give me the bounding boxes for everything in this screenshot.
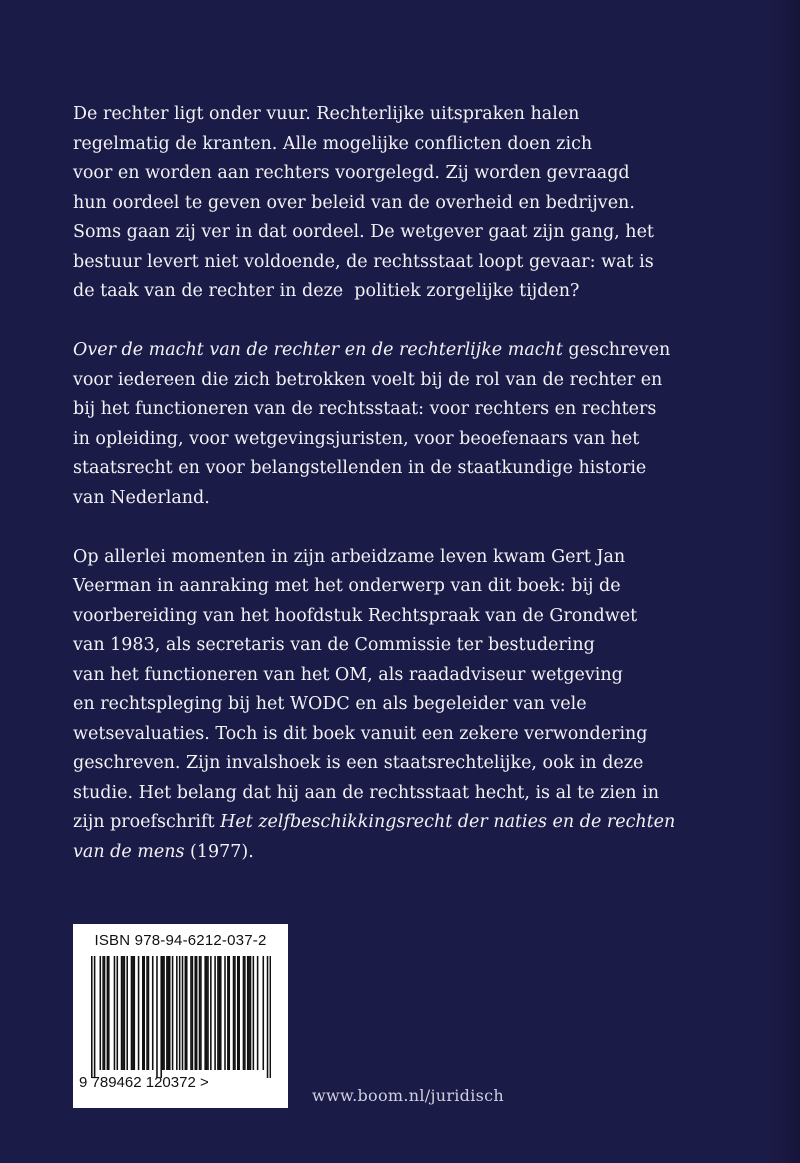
barcode-bar (121, 956, 123, 1070)
barcode-bar (122, 956, 124, 1070)
barcode-bar (243, 956, 245, 1070)
barcode-bar (124, 956, 126, 1070)
barcode-bar (107, 956, 109, 1070)
barcode-bar (196, 956, 198, 1070)
barcode-bar (248, 956, 250, 1070)
barcode-bar (166, 956, 168, 1070)
paragraph (73, 543, 753, 868)
text-segment: van Nederland. (73, 487, 210, 508)
text-segment: van 1983, als secretaris van de Commissie ter bestudering (73, 635, 595, 655)
barcode-bar (233, 956, 235, 1070)
barcode-bar (126, 956, 128, 1070)
barcode-bar (162, 956, 164, 1070)
blurb-text (73, 100, 753, 897)
text-line (73, 130, 753, 160)
barcode-bar (217, 956, 219, 1070)
barcode-bar (186, 956, 188, 1070)
barcode-bar (152, 956, 154, 1070)
barcode-bar (204, 956, 206, 1070)
barcode-bar (102, 956, 104, 1070)
italic-title-text: Het zelfbeschikkingsrecht der naties en de rechten (220, 812, 676, 832)
barcode-bar (200, 956, 202, 1070)
text-line (73, 159, 753, 189)
barcode-bar (169, 956, 171, 1070)
barcode-bar (156, 956, 158, 1078)
barcode-bar (100, 956, 102, 1070)
text-line (73, 366, 753, 396)
barcode-bar (117, 956, 119, 1070)
barcode-bar (267, 956, 269, 1078)
text-segment: studie. Het belang dat hij aan de rechtsstaat hecht, is al te zien in (73, 782, 660, 803)
text-line (73, 749, 753, 779)
text-line (73, 838, 753, 868)
text-line (73, 602, 753, 632)
barcode-digits: 9 789462 120372 > (79, 1074, 209, 1091)
barcode-bar (142, 956, 144, 1070)
text-segment: voor en worden aan rechters voorgelegd. Zij worden gevraagd (73, 163, 630, 183)
text-segment: in opleiding, voor wetgevingsjuristen, voor beoefenaars van het (73, 428, 640, 449)
text-segment: voor iedereen die zich betrokken voelt bij de rol van de rechter en (73, 369, 663, 390)
text-segment: voorbereiding van het hoofdstuk Rechtspraak van de Grondwet (73, 605, 638, 626)
barcode-bar (238, 956, 240, 1070)
barcode-bar (104, 956, 106, 1070)
barcode-bar (207, 956, 209, 1070)
isbn-label: ISBN 978-94-6212-037-2 (94, 932, 267, 949)
text-segment: bij het functioneren van de rechtsstaat: voor rechters en rechters (73, 399, 657, 419)
barcode-bar (192, 956, 194, 1070)
barcode-bar (138, 956, 140, 1070)
text-segment: geschreven (562, 340, 671, 360)
barcode-bar (227, 956, 229, 1070)
text-segment: (1977). (184, 841, 254, 862)
paragraph (73, 336, 753, 513)
italic-title-text: van de mens (73, 841, 185, 862)
barcode-bar (224, 956, 226, 1070)
text-line (73, 631, 753, 661)
text-line (73, 336, 753, 366)
text-segment: bestuur levert niet voldoende, de rechtsstaat loopt gevaar: wat is (73, 251, 654, 272)
text-segment: hun oordeel te geven over beleid van de overheid en bedrijven. (73, 192, 635, 213)
text-segment: staatsrecht en voor belangstellenden in de staatkundige historie (73, 458, 647, 478)
barcode-bars (91, 956, 271, 1078)
italic-title-text: Over de macht van de rechter en de rechterlijke macht (73, 340, 563, 360)
barcode-bar (194, 956, 196, 1070)
text-line (73, 189, 753, 219)
text-line (73, 248, 753, 278)
barcode-bar (91, 956, 93, 1078)
publisher-website: www.boom.nl/juridisch (312, 1086, 505, 1105)
barcode-bar (146, 956, 148, 1070)
text-line (73, 425, 753, 455)
barcode-bar (253, 956, 255, 1070)
text-segment: wetsevaluaties. Toch is dit boek vanuit een zekere verwondering (73, 723, 648, 744)
text-segment: De rechter ligt onder vuur. Rechterlijke uitspraken halen (73, 104, 580, 124)
text-line (73, 779, 753, 809)
text-segment: Veerman in aanraking met het onderwerp van dit boek: bij de (73, 576, 621, 596)
barcode-bar (179, 956, 181, 1070)
barcode-bar (270, 956, 271, 1078)
barcode-bar (172, 956, 174, 1070)
text-segment: Soms gaan zij ver in dat oordeel. De wetgever gaat zijn gang, het (73, 222, 654, 242)
text-line (73, 690, 753, 720)
barcode-bar (168, 956, 170, 1070)
barcode-bar (220, 956, 222, 1070)
barcode-bar (148, 956, 150, 1070)
barcode-bar (247, 956, 249, 1070)
text-line (73, 218, 753, 248)
barcode-bar (182, 956, 184, 1070)
barcode-bar (160, 956, 162, 1078)
text-line (73, 720, 753, 750)
barcode-bar (263, 956, 265, 1070)
barcode-bar (143, 956, 145, 1070)
barcode-bar (131, 956, 133, 1070)
barcode-bar (237, 956, 239, 1070)
barcode-bar (228, 956, 230, 1070)
text-segment: geschreven. Zijn invalshoek is een staatsrechtelijke, ook in deze (73, 753, 644, 773)
text-line (73, 100, 753, 130)
barcode-bar (219, 956, 221, 1070)
barcode-bar (199, 956, 201, 1070)
text-segment: regelmatig de kranten. Alle mogelijke conflicten doen zich (73, 133, 593, 154)
barcode-bar (163, 956, 165, 1070)
barcode-bar (134, 956, 136, 1070)
barcode-bar (206, 956, 208, 1070)
barcode-bar (185, 956, 187, 1070)
barcode-bar (190, 956, 192, 1070)
barcode-bar (132, 956, 134, 1070)
text-line (73, 277, 753, 307)
text-line (73, 484, 753, 514)
text-segment: van het functioneren van het OM, als raadadviseur wetgeving (73, 664, 623, 685)
text-line (73, 808, 753, 838)
barcode-bar (94, 956, 96, 1078)
barcode-bar (250, 956, 252, 1070)
isbn-barcode (73, 924, 288, 1108)
text-segment: en rechtspleging bij het WODC en als begeleider van vele (73, 694, 587, 714)
text-segment: Op allerlei momenten in zijn arbeidzame leven kwam Gert Jan (73, 546, 626, 567)
barcode-bar (244, 956, 246, 1070)
text-line (73, 572, 753, 602)
paragraph (73, 100, 753, 307)
text-segment: zijn proefschrift (73, 812, 221, 832)
text-line (73, 395, 753, 425)
barcode-bar (114, 956, 116, 1070)
barcode-bar (176, 956, 178, 1070)
barcode-bar (257, 956, 259, 1070)
text-line (73, 454, 753, 484)
text-segment: de taak van de rechter in deze politiek zorgelijke tijden? (73, 281, 580, 301)
barcode-bar (214, 956, 216, 1070)
barcode-bar (108, 956, 110, 1070)
barcode-bar (210, 956, 212, 1070)
text-line (73, 543, 753, 573)
text-line (73, 661, 753, 691)
barcode-bar (234, 956, 236, 1070)
